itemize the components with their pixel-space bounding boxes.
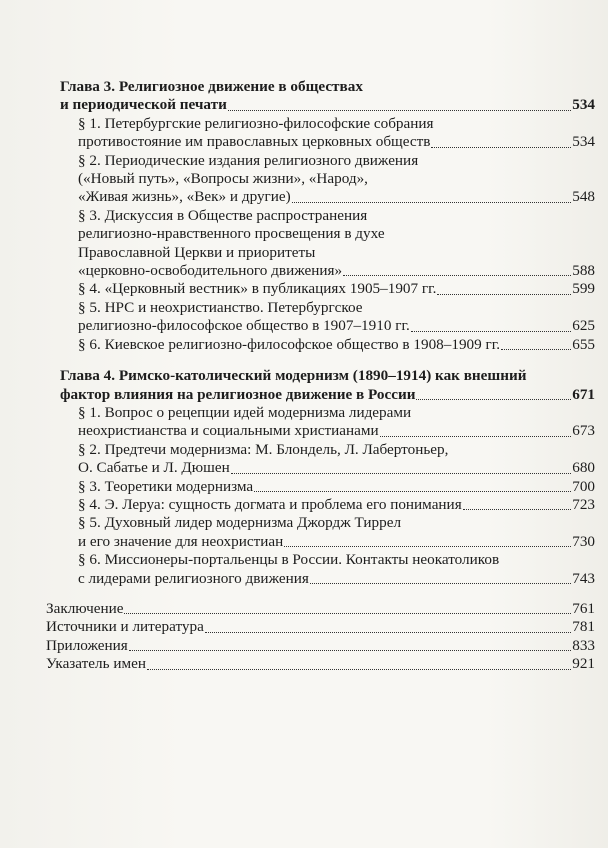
table-of-contents — [46, 78, 595, 674]
chapter3-section-2[interactable] — [60, 188, 595, 206]
chapter4-title-text: Глава 4. Римско-католический модернизм (1890–1914) как внешний — [60, 367, 527, 385]
chapter4-section-3-text: § 3. Теоретики модернизма — [78, 477, 254, 495]
chapter3-section-4-text: § 4. «Церковный вестник» в публикациях 1905–1907 гг. — [78, 280, 437, 298]
page-number: 588 — [572, 262, 595, 280]
chapter4-section-5 — [60, 514, 595, 532]
chapter4-title — [60, 367, 595, 385]
dot-leader — [343, 274, 571, 276]
chapter3-section-3[interactable] — [60, 262, 595, 280]
dot-leader — [147, 668, 571, 670]
chapter3-section-6[interactable] — [60, 336, 595, 354]
backmatter-item-text: Заключение — [46, 599, 124, 617]
chapter3-section-3-text: религиозно-нравственного просвещения в духе — [78, 225, 385, 243]
page-number: 700 — [572, 477, 595, 495]
chapter3-title[interactable] — [60, 96, 595, 114]
page-number: 534 — [572, 96, 595, 114]
chapter3-section-2 — [60, 170, 595, 188]
dot-leader — [284, 545, 571, 547]
chapter3-section-2-text: § 2. Периодические издания религиозного движения — [78, 151, 419, 169]
dot-leader — [292, 201, 572, 203]
dot-leader — [231, 472, 572, 474]
dot-leader — [431, 146, 571, 148]
chapter3-section-2 — [60, 152, 595, 170]
chapter4-section-3[interactable] — [60, 478, 595, 496]
chapter4-section-6-text: § 6. Миссионеры-портальенцы в России. Контакты неокатоликов — [78, 551, 500, 569]
chapter4-section-2-text: О. Сабатье и Л. Дюшен — [78, 459, 230, 477]
chapter4-title-text: фактор влияния на религиозное движение в России — [60, 385, 416, 403]
backmatter-item[interactable] — [46, 655, 595, 673]
chapter3-section-1-text: противостояние им православных церковных обществ — [78, 133, 431, 151]
page-number: 599 — [572, 280, 595, 298]
chapter3-section-6-text: § 6. Киевское религиозно-философское общество в 1908–1909 гг. — [78, 335, 501, 353]
page-number: 761 — [572, 599, 595, 617]
page-number: 833 — [572, 636, 595, 654]
page-number: 680 — [572, 459, 595, 477]
page-number: 548 — [572, 188, 595, 206]
chapter3-section-1 — [60, 115, 595, 133]
chapter3-section-4[interactable] — [60, 280, 595, 298]
chapter3-section-5-text: религиозно-философское общество в 1907–1910 гг. — [78, 317, 410, 335]
dot-leader — [124, 612, 571, 614]
dot-leader — [228, 109, 571, 111]
chapter4-section-4-text: § 4. Э. Леруа: сущность догмата и проблема его понимания — [78, 495, 462, 513]
chapter3-section-2-text: «Живая жизнь», «Век» и другие) — [78, 188, 291, 206]
dot-leader — [129, 649, 571, 651]
page-number: 921 — [572, 655, 595, 673]
chapter4-section-4[interactable] — [60, 496, 595, 514]
dot-leader — [463, 508, 572, 510]
dot-leader — [380, 435, 572, 437]
dot-leader — [205, 631, 571, 633]
page-number: 730 — [572, 532, 595, 550]
chapter3-section-3 — [60, 244, 595, 262]
chapter3-section-2-text: («Новый путь», «Вопросы жизни», «Народ», — [78, 170, 368, 188]
page-number: 673 — [572, 422, 595, 440]
chapter4-title[interactable] — [60, 386, 595, 404]
chapter4-section-1-text: § 1. Вопрос о рецепции идей модернизма лидерами — [78, 403, 412, 421]
chapter3-section-5 — [60, 299, 595, 317]
page-number: 625 — [572, 317, 595, 335]
chapter3-section-3 — [60, 207, 595, 225]
chapter3-section-1[interactable] — [60, 133, 595, 151]
chapter4-section-5-text: § 5. Духовный лидер модернизма Джордж Тиррел — [78, 514, 402, 532]
dot-leader — [411, 330, 571, 332]
dot-leader — [437, 293, 571, 295]
chapter3-section-3 — [60, 225, 595, 243]
chapter4-section-1[interactable] — [60, 422, 595, 440]
chapter4-section-1 — [60, 404, 595, 422]
chapter3-title-text: Глава 3. Религиозное движение в обществах — [60, 78, 363, 95]
backmatter-item[interactable] — [46, 600, 595, 618]
backmatter-item-text: Источники и литература — [46, 618, 204, 636]
chapter3-section-3-text: Православной Церкви и приоритеты — [78, 243, 316, 261]
page-number: 534 — [572, 133, 595, 151]
chapter4-section-5-text: и его значение для неохристиан — [78, 532, 284, 550]
backmatter-item[interactable] — [46, 618, 595, 636]
page-number: 655 — [572, 335, 595, 353]
dot-leader — [310, 582, 571, 584]
backmatter-item-text: Приложения — [46, 636, 128, 654]
chapter3-title — [60, 78, 595, 96]
chapter4-section-6[interactable] — [60, 570, 595, 588]
chapter3-section-5[interactable] — [60, 317, 595, 335]
chapter4-section-6 — [60, 551, 595, 569]
page-number: 723 — [572, 495, 595, 513]
chapter4-section-2 — [60, 441, 595, 459]
chapter4-section-2-text: § 2. Предтечи модернизма: М. Блондель, Л. Лабертоньер, — [78, 440, 449, 458]
chapter4-section-2[interactable] — [60, 459, 595, 477]
chapter3-section-3-text: «церковно-освободительного движения» — [78, 262, 343, 280]
chapter4-section-6-text: с лидерами религиозного движения — [78, 569, 309, 587]
chapter3-section-3-text: § 3. Дискуссия в Обществе распространения — [78, 206, 368, 224]
dot-leader — [416, 398, 571, 400]
dot-leader — [501, 348, 571, 350]
page-number: 671 — [572, 385, 595, 403]
backmatter-item[interactable] — [46, 637, 595, 655]
page-number: 781 — [572, 618, 595, 636]
chapter3-section-5-text: § 5. НРС и неохристианство. Петербургское — [78, 298, 363, 316]
chapter4-section-1-text: неохристианства и социальными христианами — [78, 422, 379, 440]
chapter4-section-5[interactable] — [60, 533, 595, 551]
chapter3-title-text: и периодической печати — [60, 96, 227, 114]
backmatter-item-text: Указатель имен — [46, 655, 146, 673]
dot-leader — [254, 490, 571, 492]
page-number: 743 — [572, 569, 595, 587]
chapter3-section-1-text: § 1. Петербургские религиозно-философские собрания — [78, 114, 434, 132]
